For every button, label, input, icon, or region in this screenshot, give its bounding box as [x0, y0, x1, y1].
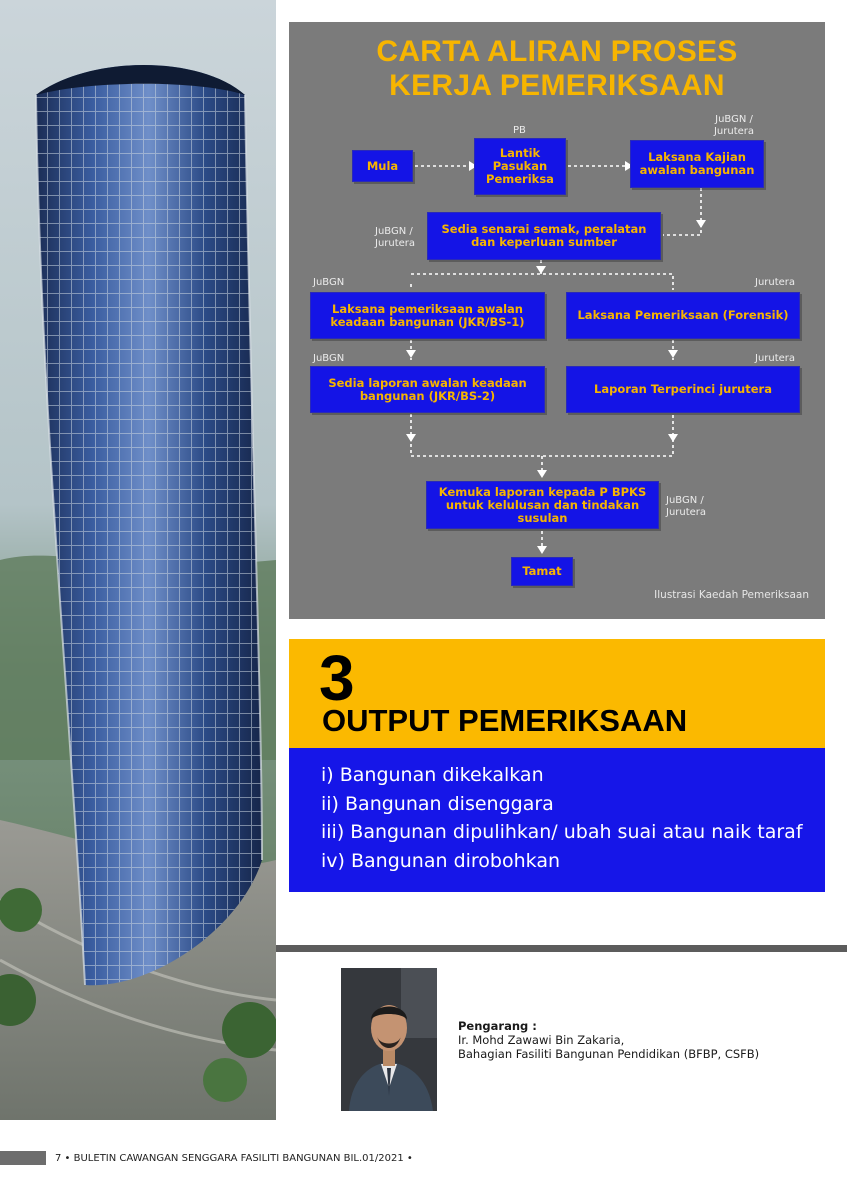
arrow-kajian-senarai: [663, 188, 701, 235]
section-number: 3: [319, 642, 355, 714]
list-item: i) Bangunan dikekalkan: [321, 764, 544, 786]
arrow-merge: [411, 414, 673, 456]
footer-text: 7 • BULETIN CAWANGAN SENGGARA FASILITI BANGUNAN BIL.01/2021 •: [55, 1153, 413, 1164]
flow-box-kemuka: Kemuka laporan kepada P BPKS untuk kelulusan dan tindakan susulan: [426, 481, 659, 529]
section-body: [289, 748, 825, 892]
label-laporan-awalan-role: JuBGN: [313, 353, 345, 364]
author-label: Pengarang :: [458, 1019, 537, 1033]
label-forensik-role: Jurutera: [755, 277, 796, 288]
arrow-split-branches: [411, 274, 673, 290]
output-list: [321, 761, 803, 875]
author-portrait-illustration: [341, 968, 437, 1111]
flow-box-kajian: Laksana Kajian awalan bangunan: [630, 140, 764, 188]
list-item: ii) Bangunan disenggara: [321, 792, 554, 815]
skyscraper-illustration: [0, 0, 276, 1120]
list-item: iii) Bangunan dipulihkan/ ubah suai atau naik taraf: [321, 821, 803, 843]
author-photo: [341, 968, 437, 1111]
label-laporan-terperinci-role: Jurutera: [755, 353, 796, 364]
skyscraper-photo: [0, 0, 276, 1120]
flowchart-panel: [289, 22, 825, 619]
section-header: [289, 639, 825, 748]
label-awalan-role: JuBGN: [313, 277, 345, 288]
author-info: [458, 1019, 759, 1061]
flow-box-laporan-terperinci: Laporan Terperinci jurutera: [566, 366, 800, 413]
flow-box-tamat: Tamat: [511, 557, 573, 586]
flow-box-laporan-awalan: Sedia laporan awalan keadaan bangunan (JKR/BS-2): [310, 366, 545, 413]
flow-box-mula: Mula: [352, 150, 413, 182]
footer-bar: [0, 1151, 46, 1165]
list-item: iv) Bangunan dirobohkan: [321, 849, 561, 872]
flow-box-pemeriksaan-awalan: Laksana pemeriksaan awalan keadaan bangunan (JKR/BS-1): [310, 292, 545, 339]
flowchart-title-line1: CARTA ALIRAN PROSES: [376, 35, 738, 68]
flow-box-senarai: Sedia senarai semak, peralatan dan keperluan sumber: [427, 212, 661, 260]
label-senarai-role: JuBGN / Jurutera: [375, 226, 416, 249]
label-kemuka-role: JuBGN / Jurutera: [666, 495, 707, 518]
label-kajian-role: JuBGN / Jurutera: [713, 114, 755, 137]
author-name: Ir. Mohd Zawawi Bin Zakaria,: [458, 1033, 625, 1047]
flowchart-caption: Ilustrasi Kaedah Pemeriksaan: [654, 589, 809, 601]
flow-box-forensik: Laksana Pemeriksaan (Forensik): [566, 292, 800, 339]
flow-box-lantik: Lantik Pasukan Pemeriksa: [474, 138, 566, 195]
label-pb: PB: [513, 125, 526, 136]
flowchart-title-line2: KERJA PEMERIKSAAN: [389, 69, 725, 102]
section-title: OUTPUT PEMERIKSAAN: [322, 703, 688, 738]
section-divider: [276, 945, 847, 952]
author-department: Bahagian Fasiliti Bangunan Pendidikan (BFBP, CSFB): [458, 1047, 760, 1061]
